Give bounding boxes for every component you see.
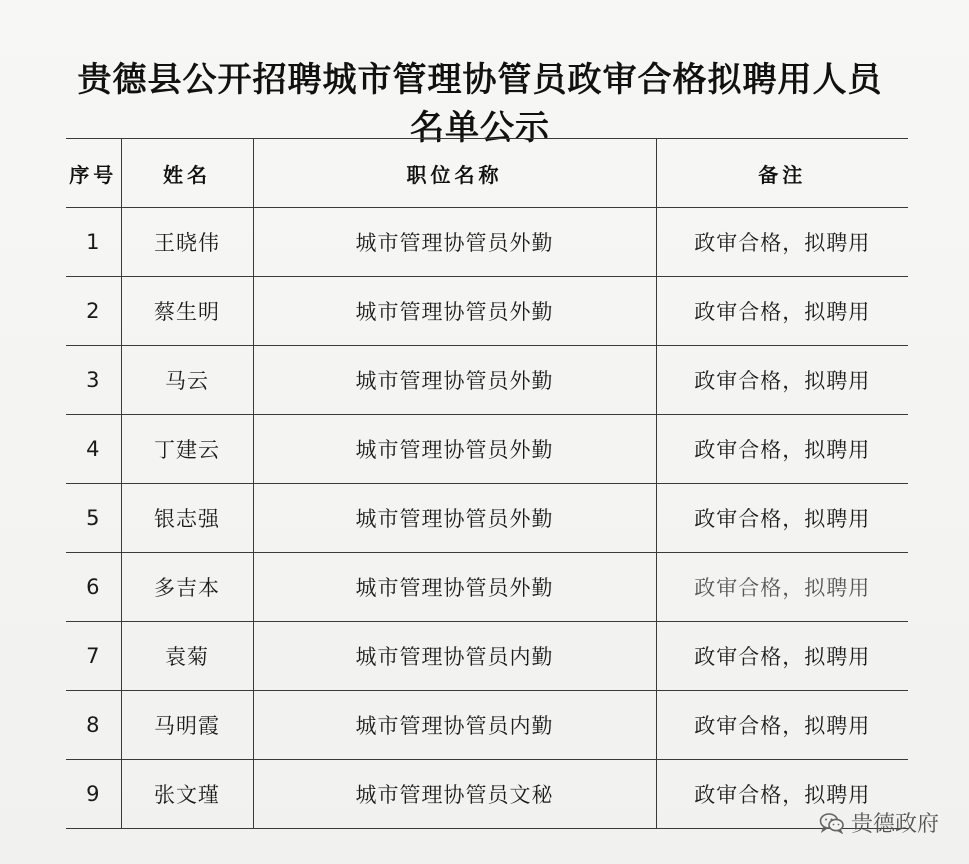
cell-remark: 政审合格，拟聘用	[656, 208, 908, 277]
table-row	[66, 415, 908, 484]
cell-position: 城市管理协管员外勤	[253, 415, 656, 484]
roster-table	[66, 138, 908, 829]
cell-seq: 2	[66, 277, 121, 346]
cell-remark: 政审合格，拟聘用	[656, 553, 908, 622]
header-remark: 备注	[656, 139, 908, 208]
table-row	[66, 208, 908, 277]
cell-remark: 政审合格，拟聘用	[656, 691, 908, 760]
cell-seq: 7	[66, 622, 121, 691]
table-row	[66, 553, 908, 622]
cell-position: 城市管理协管员内勤	[253, 622, 656, 691]
table-row	[66, 622, 908, 691]
cell-seq: 8	[66, 691, 121, 760]
table-header-row	[66, 139, 908, 208]
wechat-icon	[819, 812, 845, 834]
cell-name: 袁菊	[121, 622, 253, 691]
cell-remark: 政审合格，拟聘用	[656, 346, 908, 415]
cell-remark: 政审合格，拟聘用	[656, 484, 908, 553]
wechat-watermark	[819, 807, 939, 838]
cell-name: 张文瑾	[121, 760, 253, 829]
cell-seq: 5	[66, 484, 121, 553]
cell-name: 马云	[121, 346, 253, 415]
cell-position: 城市管理协管员外勤	[253, 277, 656, 346]
cell-position: 城市管理协管员文秘	[253, 760, 656, 829]
cell-name: 王晓伟	[121, 208, 253, 277]
cell-name: 丁建云	[121, 415, 253, 484]
table-row	[66, 346, 908, 415]
cell-remark: 政审合格，拟聘用	[656, 622, 908, 691]
cell-name: 多吉本	[121, 553, 253, 622]
cell-remark: 政审合格，拟聘用	[656, 415, 908, 484]
watermark-text: 贵德政府	[850, 812, 939, 837]
cell-seq: 1	[66, 208, 121, 277]
table-row	[66, 691, 908, 760]
cell-position: 城市管理协管员外勤	[253, 484, 656, 553]
header-name: 姓名	[121, 139, 253, 208]
table-row	[66, 760, 908, 829]
cell-position: 城市管理协管员外勤	[253, 208, 656, 277]
cell-seq: 9	[66, 760, 121, 829]
cell-position: 城市管理协管员外勤	[253, 553, 656, 622]
cell-position: 城市管理协管员内勤	[253, 691, 656, 760]
cell-seq: 4	[66, 415, 121, 484]
cell-remark: 政审合格，拟聘用	[656, 277, 908, 346]
table-row	[66, 484, 908, 553]
document-title-line2: 名单公示	[410, 108, 550, 148]
cell-name: 马明霞	[121, 691, 253, 760]
header-seq: 序号	[66, 139, 121, 208]
cell-name: 蔡生明	[121, 277, 253, 346]
cell-name: 银志强	[121, 484, 253, 553]
header-position: 职位名称	[253, 139, 656, 208]
cell-remark: 政审合格，拟聘用	[656, 760, 908, 829]
cell-seq: 3	[66, 346, 121, 415]
cell-seq: 6	[66, 553, 121, 622]
cell-position: 城市管理协管员外勤	[253, 346, 656, 415]
table-row	[66, 277, 908, 346]
document-title-line1: 贵德县公开招聘城市管理协管员政审合格拟聘用人员	[77, 60, 883, 100]
